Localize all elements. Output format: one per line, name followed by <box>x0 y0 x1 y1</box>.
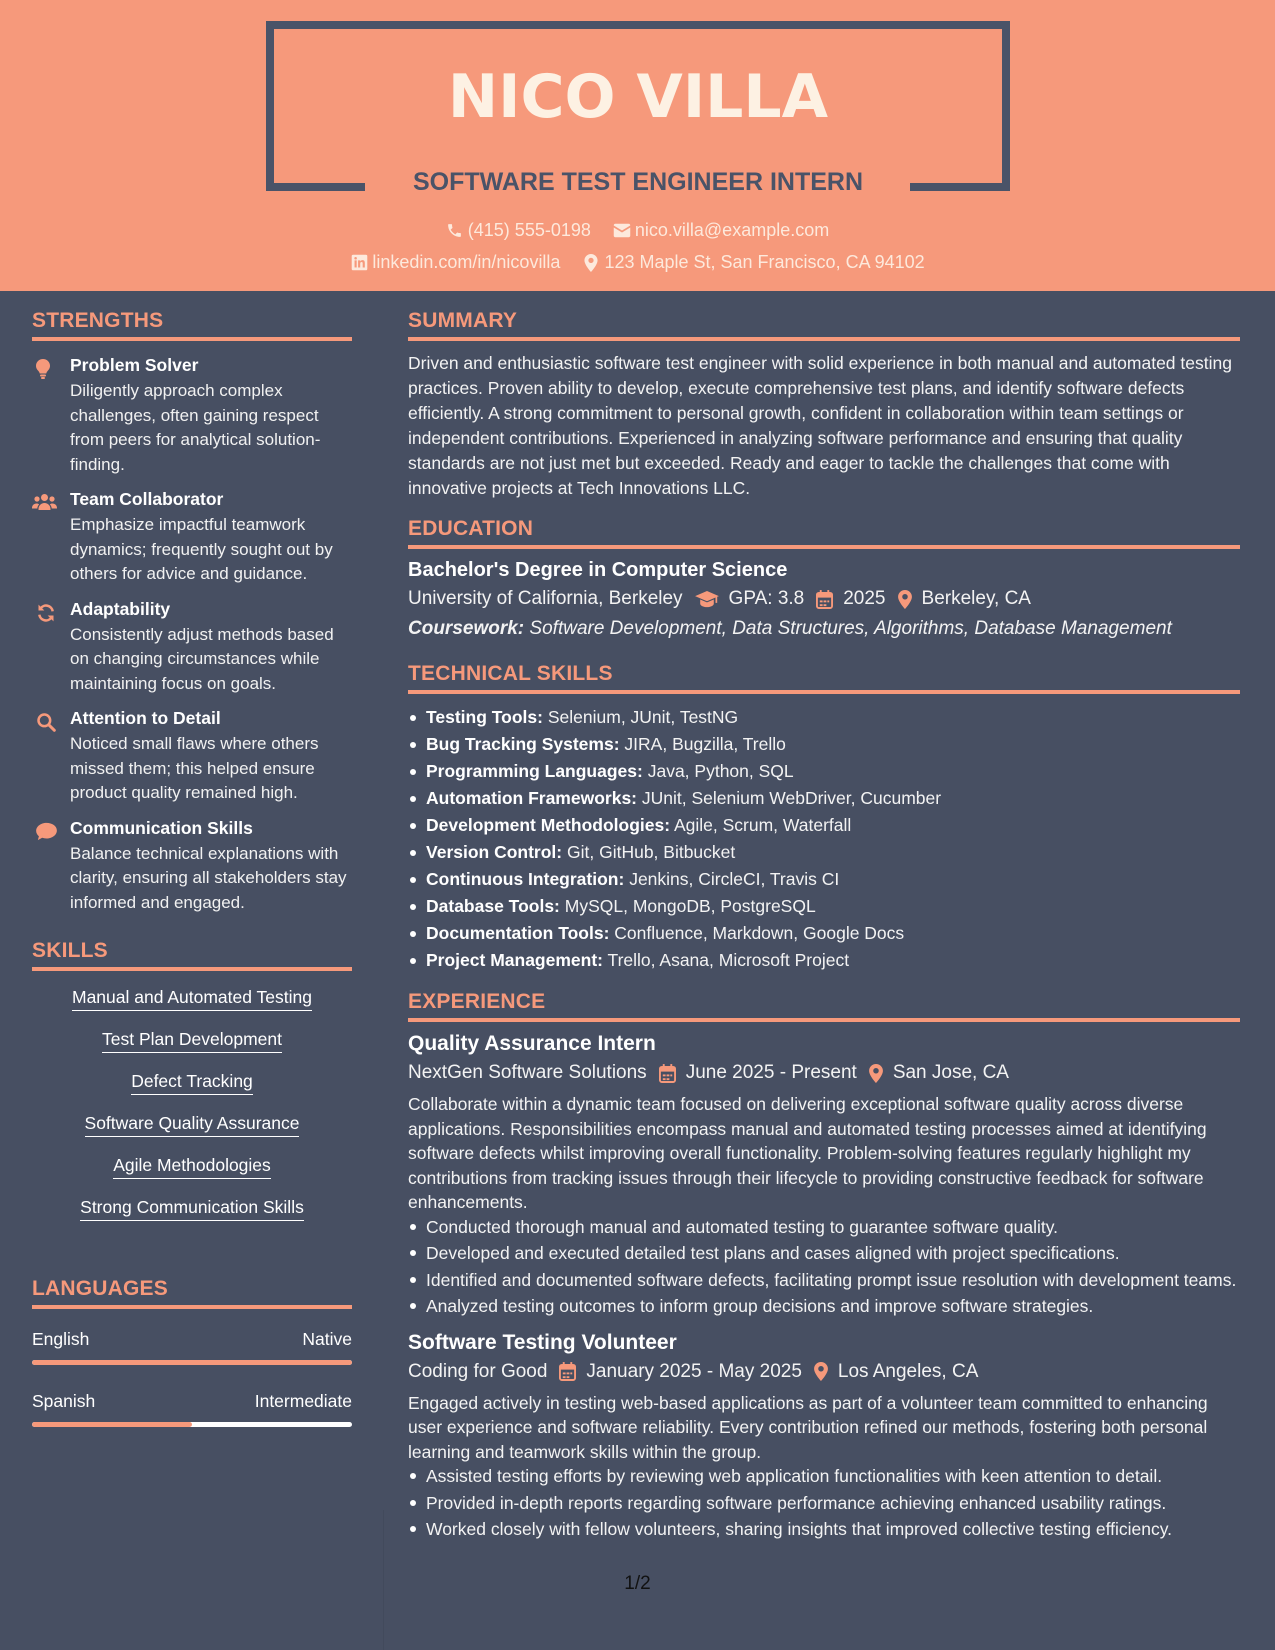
graduation-cap-icon <box>695 591 719 608</box>
skill-item: Test Plan Development <box>32 1029 352 1053</box>
strength-item <box>32 708 352 806</box>
linkedin-text: linkedin.com/in/nicovilla <box>372 252 561 272</box>
envelope-icon <box>613 222 631 240</box>
address-text: 123 Maple St, San Francisco, CA 94102 <box>604 252 925 272</box>
list-item: Conducted thorough manual and automated testing to guarantee software quality. <box>408 1215 1240 1240</box>
candidate-name: NICO VILLA <box>447 62 829 132</box>
map-pin-icon <box>869 1064 883 1083</box>
users-icon <box>32 489 70 587</box>
list-item: Programming Languages: Java, Python, SQL <box>408 758 1240 785</box>
search-icon <box>32 708 70 806</box>
left-column <box>32 291 352 1453</box>
skill-item: Agile Methodologies <box>32 1155 352 1179</box>
job-company: Coding for Good <box>408 1360 548 1382</box>
list-item: Identified and documented software defects, facilitating prompt issue resolution with development teams. <box>408 1268 1240 1293</box>
strength-desc: Emphasize impactful teamwork dynamics; frequently sought out by others for advice and guidance. <box>70 515 333 583</box>
phone-contact[interactable] <box>446 220 591 241</box>
skill-item: Manual and Automated Testing <box>32 987 352 1011</box>
language-bar-fill <box>32 1422 192 1427</box>
experience-heading: EXPERIENCE <box>408 990 1240 1022</box>
map-pin-icon <box>582 254 600 272</box>
phone-text: (415) 555-0198 <box>467 220 591 240</box>
education-location: Berkeley, CA <box>921 588 1031 609</box>
comment-icon <box>32 818 70 916</box>
education-school: University of California, Berkeley <box>408 588 683 609</box>
list-item: Documentation Tools: Confluence, Markdown, Google Docs <box>408 920 1240 947</box>
job-location: Los Angeles, CA <box>837 1360 979 1382</box>
strength-desc: Noticed small flaws where others missed them; this helped ensure product quality remained high. <box>70 734 319 802</box>
linkedin-contact[interactable] <box>350 252 560 273</box>
job-role: Software Testing Volunteer <box>408 1330 677 1354</box>
skill-item: Defect Tracking <box>32 1071 352 1095</box>
job-role: Quality Assurance Intern <box>408 1032 656 1055</box>
language-item <box>32 1391 352 1427</box>
skills-heading: SKILLS <box>32 939 352 971</box>
calendar-icon <box>559 1362 576 1381</box>
job-entry <box>408 1331 1240 1542</box>
list-item: Developed and executed detailed test plans and cases aligned with project specifications. <box>408 1241 1240 1266</box>
skill-item: Strong Communication Skills <box>32 1197 352 1221</box>
lightbulb-icon <box>32 355 70 477</box>
job-title: SOFTWARE TEST ENGINEER INTERN <box>412 168 864 196</box>
technical-skills-list <box>408 704 1240 974</box>
language-name: English <box>32 1329 90 1349</box>
strength-desc: Consistently adjust methods based on changing circumstances while maintaining focus on goals. <box>70 624 334 693</box>
list-item: Development Methodologies: Agile, Scrum, Waterfall <box>408 812 1240 839</box>
map-pin-icon <box>898 590 912 609</box>
language-name: Spanish <box>32 1391 96 1411</box>
strength-desc: Balance technical explanations with clarity, ensuring all stakeholders stay informed and engaged. <box>70 843 347 912</box>
contact-row-1 <box>0 220 1275 241</box>
strength-title: Adaptability <box>70 598 171 619</box>
coursework <box>408 618 1240 640</box>
job-entry <box>408 1032 1240 1319</box>
strength-item <box>32 818 352 916</box>
strength-item <box>32 355 352 477</box>
strength-title: Team Collaborator <box>70 489 224 509</box>
list-item: Continuous Integration: Jenkins, CircleCI, Travis CI <box>408 866 1240 893</box>
linkedin-icon <box>350 254 368 272</box>
job-location: San Jose, CA <box>892 1062 1009 1083</box>
map-pin-icon <box>814 1362 828 1381</box>
language-level: Intermediate <box>254 1391 352 1411</box>
summary-text: Driven and enthusiastic software test engineer with solid experience in both manual and automated testing practices. Proven ability to develop, execute comprehensive test plans, and identify software defects efficiently. A strong commitment to personal growth, confident in collaboration within team settings or independent contributions. Experienced in analyzing software performance and ensuring that quality standards are not just met but exceeded. Ready and eager to tackle the challenges that come with innovative projects at Tech Innovations LLC. <box>408 353 1232 498</box>
strength-item <box>32 489 352 587</box>
job-dates: January 2025 - May 2025 <box>586 1360 802 1382</box>
phone-icon <box>446 222 464 240</box>
strength-desc: Diligently approach complex challenges, often gaining respect from peers for analytical solution-finding. <box>70 381 321 474</box>
coursework-text: Software Development, Data Structures, Algorithms, Database Management <box>529 618 1172 639</box>
job-description: Collaborate within a dynamic team focused on delivering exceptional software quality across diverse applications. Responsibilities encompass manual and automated testing processes aimed at identifying software defects whilst improving overall functionality. Problem-solving features regularly highlight my contributions from tracking issues through their lifecycle to providing constructive feedback for software enhancements. <box>408 1094 1207 1212</box>
job-bullets <box>408 1215 1240 1319</box>
calendar-icon <box>816 590 833 609</box>
job-description: Engaged actively in testing web-based applications as part of a volunteer team committed to enhancing user experience and software reliability. Every contribution refined our methods, fostering both personal learning and teamwork skills within the group. <box>408 1392 1208 1462</box>
contact-row-2 <box>0 252 1275 273</box>
email-text: nico.villa@example.com <box>634 220 830 240</box>
language-bar-fill <box>32 1360 352 1365</box>
list-item: Worked closely with fellow volunteers, sharing insights that improved collective testing efficiency. <box>408 1517 1240 1542</box>
list-item: Bug Tracking Systems: JIRA, Bugzilla, Trello <box>408 731 1240 758</box>
language-item <box>32 1329 352 1365</box>
job-dates: June 2025 - Present <box>685 1062 857 1083</box>
sync-icon <box>32 599 70 697</box>
strength-title: Problem Solver <box>70 355 199 375</box>
list-item: Testing Tools: Selenium, JUnit, TestNG <box>408 704 1240 731</box>
language-bar <box>32 1360 352 1365</box>
skill-item: Software Quality Assurance <box>32 1113 352 1137</box>
list-item: Database Tools: MySQL, MongoDB, PostgreSQL <box>408 893 1240 920</box>
list-item: Provided in-depth reports regarding software performance achieving enhanced usability ratings. <box>408 1491 1240 1516</box>
job-meta <box>408 1062 1240 1084</box>
education-year: 2025 <box>843 588 886 609</box>
coursework-label: Coursework: <box>408 618 525 639</box>
language-bar <box>32 1422 352 1427</box>
education-gpa: GPA: 3.8 <box>728 588 805 609</box>
list-item: Version Control: Git, GitHub, Bitbucket <box>408 839 1240 866</box>
list-item: Assisted testing efforts by reviewing web application functionalities with keen attention to detail. <box>408 1464 1240 1489</box>
right-column <box>408 291 1240 1554</box>
strength-title: Attention to Detail <box>70 708 221 728</box>
page-number: 1/2 <box>624 1573 651 1594</box>
language-level: Native <box>302 1329 352 1349</box>
technical-skills-heading: TECHNICAL SKILLS <box>408 662 1240 694</box>
summary-heading: SUMMARY <box>408 309 1240 341</box>
address-contact <box>582 252 924 273</box>
list-item: Automation Frameworks: JUnit, Selenium WebDriver, Cucumber <box>408 785 1240 812</box>
calendar-icon <box>659 1064 676 1083</box>
strength-title: Communication Skills <box>70 817 253 838</box>
job-bullets <box>408 1464 1240 1542</box>
email-contact[interactable] <box>613 220 829 241</box>
job-meta <box>408 1361 1240 1383</box>
strengths-heading: STRENGTHS <box>32 309 352 341</box>
list-item: Project Management: Trello, Asana, Microsoft Project <box>408 947 1240 974</box>
list-item: Analyzed testing outcomes to inform group decisions and improve software strategies. <box>408 1294 1240 1319</box>
job-company: NextGen Software Solutions <box>408 1062 647 1083</box>
education-meta <box>408 588 1240 610</box>
education-degree: Bachelor's Degree in Computer Science <box>408 559 788 581</box>
education-heading: EDUCATION <box>408 517 1240 549</box>
strength-item <box>32 599 352 697</box>
languages-heading: LANGUAGES <box>32 1277 352 1309</box>
header <box>0 0 1275 291</box>
